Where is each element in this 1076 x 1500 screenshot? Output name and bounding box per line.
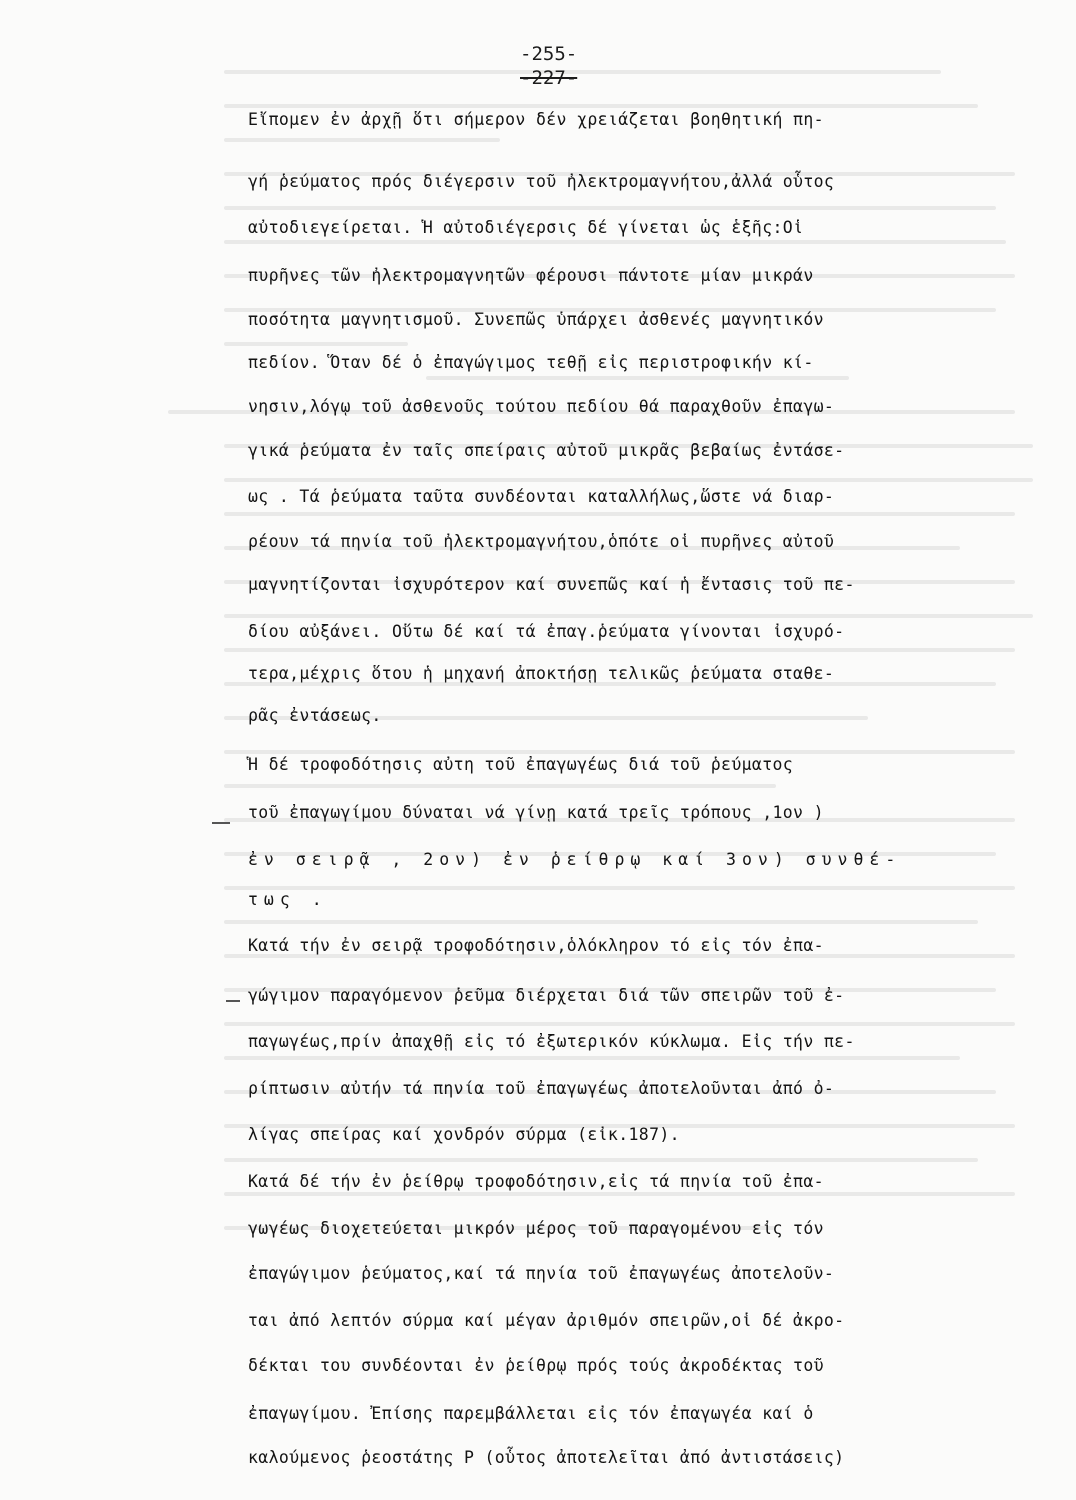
text-line: λίγας σπείρας καί χονδρόν σύρμα (εἰκ.187).: [248, 1125, 680, 1144]
text-line: γικά ῥεύματα ἐν ταῖς σπείραις αὐτοῦ μικρᾶς βεβαίως ἐντάσε-: [248, 441, 845, 460]
text-line: Κατά δέ τήν ἐν ῥείθρῳ τροφοδότησιν,εἰς τά πηνία τοῦ ἐπα-: [248, 1172, 824, 1191]
text-line: Εἴπομεν ἐν ἀρχῇ ὅτι σήμερον δέν χρειάζεται βοηθητική πη-: [248, 110, 824, 129]
page-number-current: -255-: [520, 43, 578, 65]
margin-mark: [226, 1000, 240, 1002]
text-line: δέκται του συνδέονται ἐν ῥείθρῳ πρός τούς ἀκροδέκτας τοῦ: [248, 1356, 824, 1375]
text-line: ἐπαγώγιμον ῥεύματος,καί τά πηνία τοῦ ἐπαγωγέως ἀποτελοῦν-: [248, 1264, 835, 1283]
text-line: παγωγέως,πρίν ἀπαχθῇ εἰς τό ἐξωτερικόν κύκλωμα. Εἰς τήν πε-: [248, 1032, 855, 1051]
text-line: πυρῆνες τῶν ἠλεκτρομαγνητῶν φέρουσι πάντοτε μίαν μικράν: [248, 266, 814, 285]
text-line: καλούμενος ῥεοστάτης Ρ (οὗτος ἀποτελεῖται ἀπό ἀντιστάσεις): [248, 1448, 845, 1467]
text-line: ρίπτωσιν αὐτήν τά πηνία τοῦ ἐπαγωγέως ἀποτελοῦνται ἀπό ὀ-: [248, 1079, 835, 1098]
text-line: ἐπαγωγίμου. Ἐπίσης παρεμβάλλεται εἰς τόν ἐπαγωγέα καί ὁ: [248, 1404, 814, 1423]
text-line: ἐν σειρᾷ , 2ον) ἐν ῥείθρῳ καί 3ον) συνθέ-: [248, 850, 902, 869]
text-line: γή ῥεύματος πρός διέγερσιν τοῦ ἠλεκτρομαγνήτου,ἀλλά οὗτος: [248, 172, 835, 191]
margin-mark: [212, 822, 230, 824]
text-line: γώγιμον παραγόμενον ῥεῦμα διέρχεται διά τῶν σπειρῶν τοῦ ἐ-: [248, 986, 845, 1005]
text-line: τοῦ ἐπαγωγίμου δύναται νά γίνῃ κατά τρεῖς τρόπους ,1ον ): [248, 803, 824, 822]
text-line: γωγέως διοχετεύεται μικρόν μέρος τοῦ παραγομένου εἰς τόν: [248, 1219, 824, 1238]
text-line: ρᾶς ἐντάσεως.: [248, 706, 382, 725]
text-line: μαγνητίζονται ἰσχυρότερον καί συνεπῶς καί ἡ ἔντασις τοῦ πε-: [248, 575, 855, 594]
text-line: ως . Τά ῥεύματα ταῦτα συνδέονται καταλλήλως,ὥστε νά διαρ-: [248, 487, 835, 506]
text-line: αὐτοδιεγείρεται. Ἡ αὐτοδιέγερσις δέ γίνεται ὡς ἑξῆς:Οἱ: [248, 218, 804, 237]
text-line: Ἡ δέ τροφοδότησις αὐτη τοῦ ἐπαγωγέως διά τοῦ ῥεύματος: [248, 755, 794, 774]
text-line: πεδίον. Ὅταν δέ ὁ ἐπαγώγιμος τεθῇ εἰς περιστροφικήν κί-: [248, 353, 814, 372]
text-line: νησιν,λόγῳ τοῦ ἀσθενοῦς τούτου πεδίου θά παραχθοῦν ἐπαγω-: [248, 397, 835, 416]
page-number-original: -227-: [520, 67, 578, 89]
text-line: Κατά τήν ἐν σειρᾷ τροφοδότησιν,ὁλόκληρον τό εἰς τόν ἐπα-: [248, 936, 824, 955]
text-line: ρέουν τά πηνία τοῦ ἠλεκτρομαγνήτου,ὁπότε οἱ πυρῆνες αὐτοῦ: [248, 532, 835, 551]
text-line: τερα,μέχρις ὅτου ἡ μηχανή ἀποκτήσῃ τελικῶς ῥεύματα σταθε-: [248, 664, 835, 683]
text-line: τως .: [248, 890, 328, 909]
text-line: ποσότητα μαγνητισμοῦ. Συνεπῶς ὑπάρχει ἀσθενές μαγνητικόν: [248, 310, 824, 329]
text-line: δίου αὐξάνει. Οὕτω δέ καί τά ἐπαγ.ῥεύματα γίνονται ἰσχυρό-: [248, 622, 845, 641]
page-number-block: [520, 42, 640, 90]
text-line: ται ἀπό λεπτόν σύρμα καί μέγαν ἀριθμόν σπειρῶν,οἱ δέ ἀκρο-: [248, 1311, 845, 1330]
